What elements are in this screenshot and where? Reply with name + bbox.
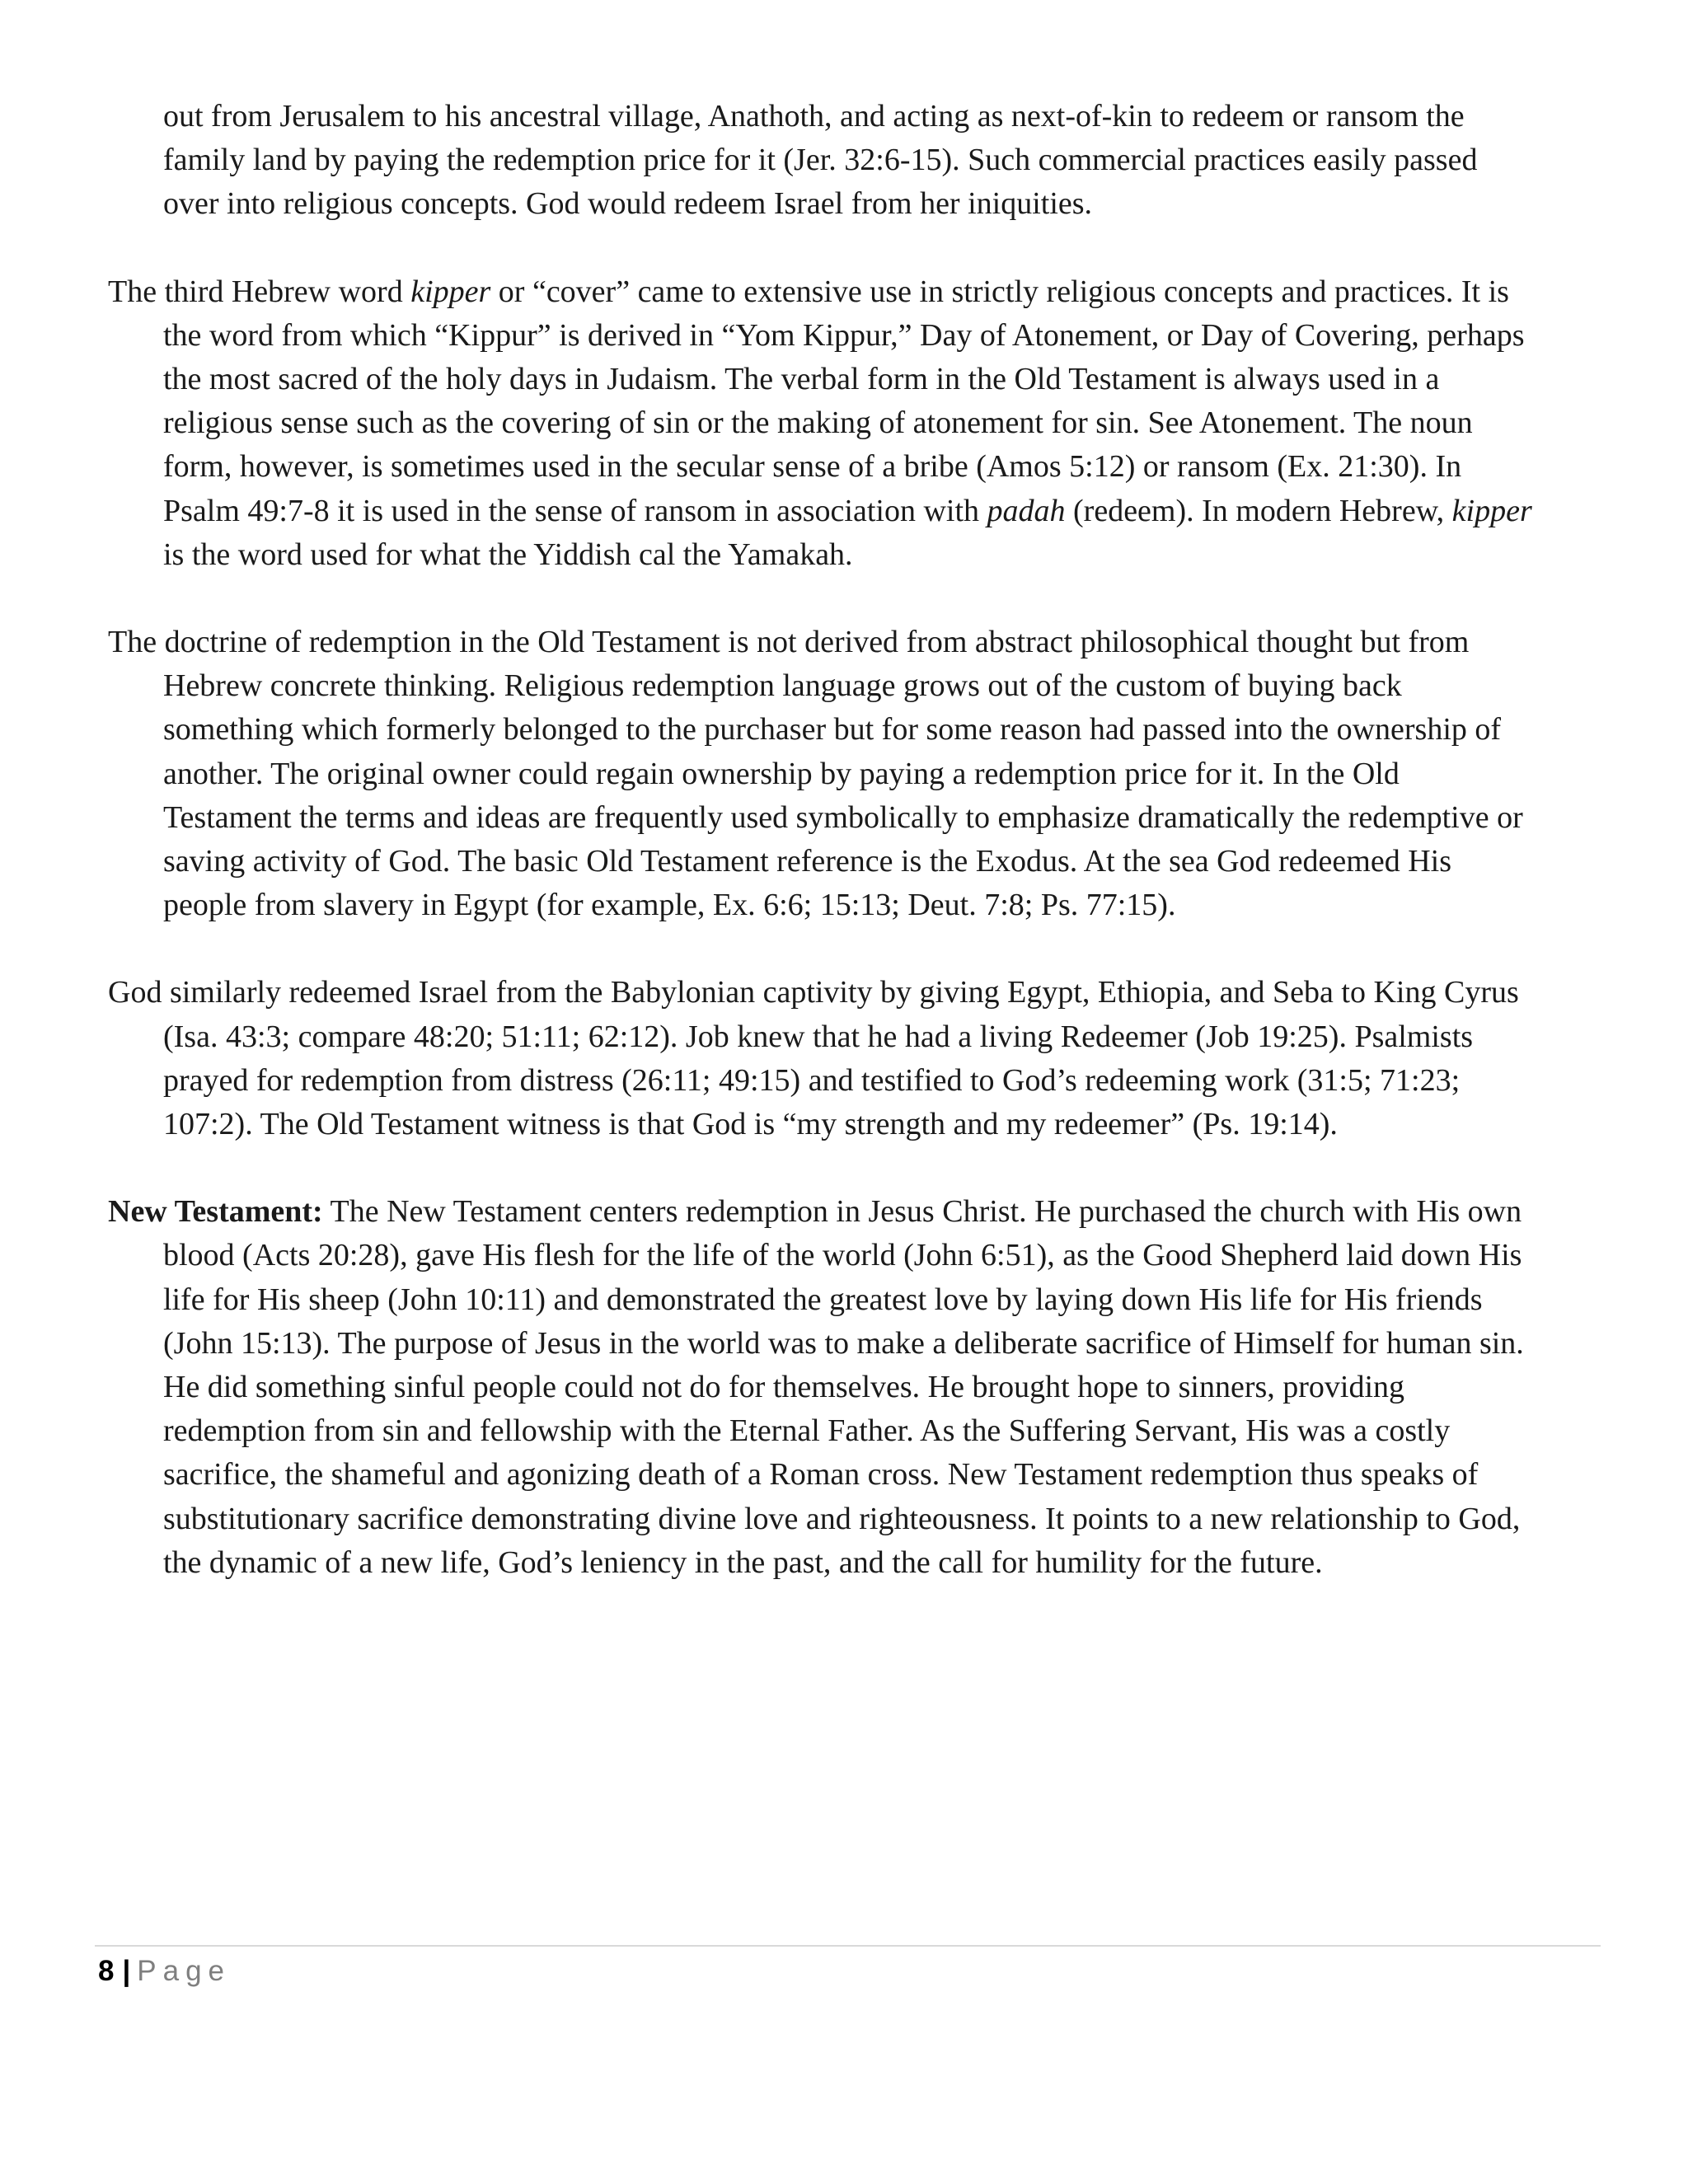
body-text — [108, 95, 1534, 1629]
italic-term: padah — [987, 493, 1066, 528]
section-heading: New Testament: — [108, 1194, 323, 1230]
paragraph-text: is the word used for what the Yiddish cal the Yamakah. — [163, 537, 853, 572]
page-number: 8 — [98, 1955, 115, 1987]
paragraph-text: out from Jerusalem to his ancestral village, Anathoth, and acting as next-of-kin to redeem or ransom the family land by paying the redemption price for it (Jer. 32:6-15). Such commercial practices easily passed over into religious concepts. God would redeem Israel from her iniquities. — [163, 99, 1478, 222]
page-label: Page — [137, 1955, 232, 1987]
paragraph-text: The New Testament centers redemption in Jesus Christ. He purchased the church with His own blood (Acts 20:28), gave His flesh for the life of the world (John 6:51), as the Good Shepherd laid down His life for His sheep (John 10:11) and demonstrated the greatest love by laying down His life for His friends (John 15:13). The purpose of Jesus in the world was to make a deliberate sacrifice of Himself for human sin. He did something sinful people could not do for themselves. He brought hope to sinners, providing redemption from sin and fellowship with the Eternal Father. As the Suffering Servant, His was a costly sacrifice, the shameful and agonizing death of a Roman cross. New Testament redemption thus speaks of substitutionary sacrifice demonstrating divine love and righteousness. It points to a new relationship to God, the dynamic of a new life, God’s leniency in the past, and the call for humility for the future. — [163, 1194, 1524, 1580]
paragraph-anathoth — [108, 95, 1534, 227]
footer-separator: | — [122, 1955, 131, 1987]
paragraph-text: God similarly redeemed Israel from the Babylonian captivity by giving Egypt, Ethiopia, and Seba to King Cyrus (Isa. 43:3; compare 48:20; 51:11; 62:12). Job knew that he had a living Redeemer (Job 19:25). Psalmists prayed for redemption from distress (26:11; 49:15) and testified to God’s redeeming work (31:5; 71:23; 107:2). The Old Testament witness is that God is “my strength and my redeemer” (Ps. 19:14). — [108, 975, 1519, 1142]
paragraph-text: or “cover” came to extensive use in strictly religious concepts and practices. It is the word from which “Kippur” is derived in “Yom Kippur,” Day of Atonement, or Day of Covering, perhaps the most sacred of the holy days in Judaism. The verbal form in the Old Testament is always used in a religious sense such as the covering of sin or the making of atonement for sin. See Atonement. The noun form, however, is sometimes used in the secular sense of a bribe (Amos 5:12) or ransom (Ex. 21:30). In Psalm 49:7-8 it is used in the sense of ransom in association with — [163, 274, 1525, 528]
paragraph-babylonian — [108, 971, 1534, 1146]
paragraph-text: The doctrine of redemption in the Old Testament is not derived from abstract philosophical thought but from Hebrew concrete thinking. Religious redemption language grows out of the custom of buying back something which formerly belonged to the purchaser but for some reason had passed into the ownership of another. The original owner could regain ownership by paying a redemption price for it. In the Old Testament the terms and ideas are frequently used symbolically to emphasize dramatically the redemptive or saving activity of God. The basic Old Testament reference is the Exodus. At the sea God redeemed His people from slavery in Egypt (for example, Ex. 6:6; 15:13; Deut. 7:8; Ps. 77:15). — [108, 625, 1523, 923]
paragraph-new-testament — [108, 1190, 1534, 1585]
paragraph-text: The third Hebrew word — [108, 274, 411, 309]
paragraph-text: (redeem). In modern Hebrew, — [1065, 493, 1452, 528]
footer-divider — [95, 1945, 1601, 1947]
paragraph-doctrine — [108, 621, 1534, 927]
italic-term: kipper — [1451, 493, 1532, 528]
page-footer — [98, 1952, 231, 1991]
paragraph-kipper — [108, 270, 1534, 577]
italic-term: kipper — [410, 274, 491, 309]
